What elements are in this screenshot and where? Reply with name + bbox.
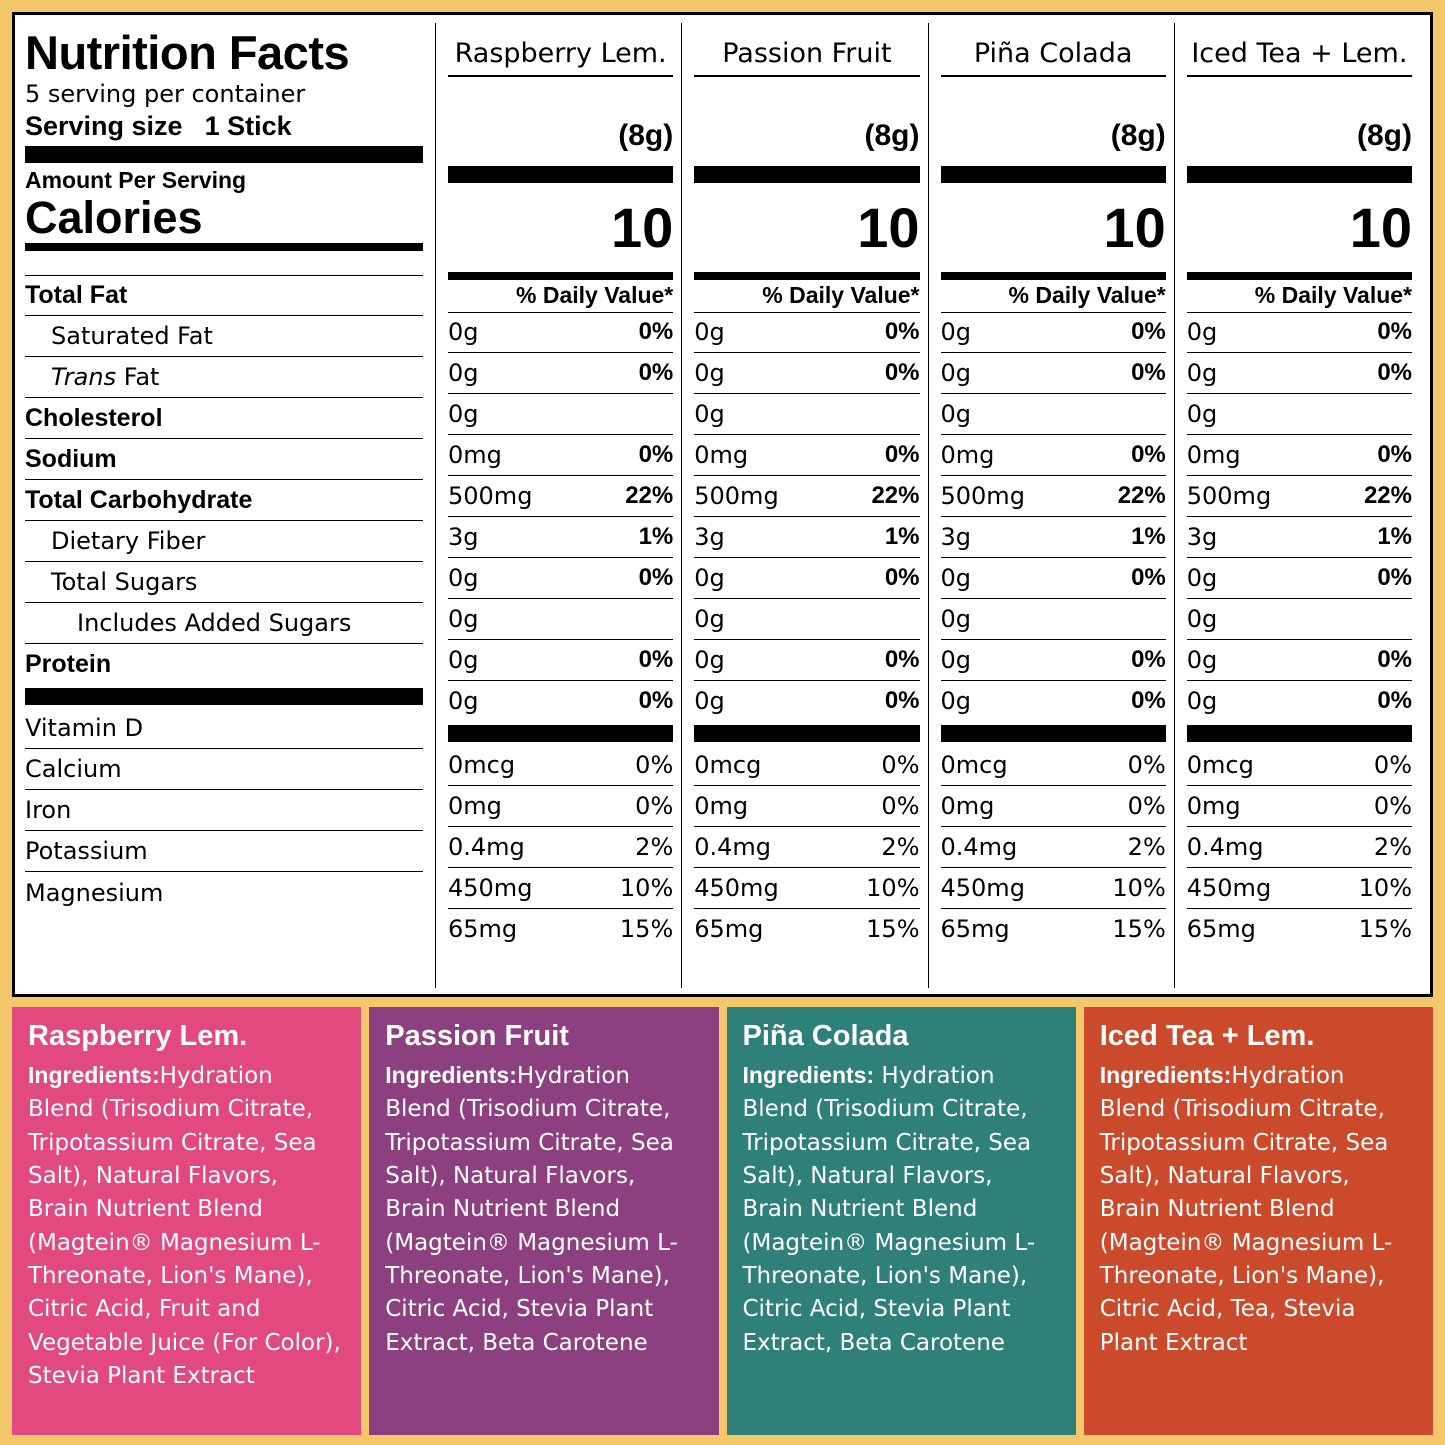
- divider-thick: [1187, 166, 1412, 183]
- nutrient-amount: 0mcg: [448, 750, 516, 779]
- nutrient-amount: 0mg: [448, 440, 502, 469]
- divider-thick-2: [1187, 725, 1412, 742]
- table-row: [941, 394, 1166, 435]
- nutrient-amount: 0mg: [940, 791, 995, 820]
- table-row: [1187, 435, 1412, 476]
- card-ingredients: [1100, 1059, 1417, 1360]
- daily-value-header: % Daily Value*: [1008, 281, 1166, 308]
- amount-per-serving-label: Amount Per Serving: [25, 166, 247, 193]
- nutrient-percent: 0%: [1373, 750, 1412, 779]
- table-row: [941, 599, 1166, 640]
- table-row: [448, 435, 673, 476]
- nutrient-percent: 1%: [884, 522, 920, 550]
- table-row: [694, 681, 919, 722]
- divider-thick-2: [25, 688, 423, 705]
- nutrient-amount: 0.4mg: [694, 832, 772, 861]
- divider-thick-2: [941, 725, 1166, 742]
- nutrient-amount: 65mg: [940, 915, 1010, 943]
- column-serving-grams: (8g): [1357, 118, 1412, 152]
- table-row: [448, 312, 673, 353]
- table-row: [448, 517, 673, 558]
- ingredients-label: Ingredients:: [742, 1061, 875, 1088]
- table-row: [25, 357, 423, 398]
- nutrient-amount: 0g: [940, 399, 972, 428]
- table-row: [941, 640, 1166, 681]
- column-serving-grams: (8g): [864, 118, 920, 152]
- table-row: [694, 476, 919, 517]
- nutrient-amount: 65mg: [448, 915, 518, 943]
- table-row: [25, 749, 423, 790]
- table-row: [448, 786, 673, 827]
- nutrient-label: Potassium: [25, 837, 148, 866]
- card-ingredients: [385, 1059, 702, 1360]
- table-row: [1187, 745, 1412, 786]
- nutrient-amount: 0g: [694, 399, 725, 428]
- nutrient-amount: 3g: [1186, 522, 1218, 551]
- nutrient-percent: 0%: [1127, 791, 1166, 820]
- nutrient-percent: 0%: [884, 440, 920, 468]
- nutrient-percent: 0%: [884, 318, 920, 345]
- nutrient-amount: 0g: [940, 687, 972, 715]
- vitamin-value-rows: [448, 745, 673, 950]
- nutrient-amount: 0g: [940, 645, 972, 674]
- nutrient-label: Saturated Fat: [51, 322, 213, 351]
- ingredients-text: Hydration Blend (Trisodium Citrate, Tripotassium Citrate, Sea Salt), Natural Flavors, Brain Nutrient Blend (Magtein® Magnesium L-Threonate, Lion's Mane), Citric Acid, Tea, Stevia Plant Extract: [1099, 1062, 1393, 1356]
- table-row: [448, 599, 673, 640]
- nutrient-amount: 3g: [694, 522, 725, 551]
- nutrient-percent: 2%: [1373, 832, 1412, 861]
- nutrient-amount: 0g: [448, 563, 479, 592]
- table-row: [694, 312, 919, 353]
- table-row: [694, 558, 919, 599]
- nutrient-amount: 0g: [1186, 358, 1218, 387]
- nutrient-label-rows: [25, 275, 423, 685]
- table-row: [25, 562, 423, 603]
- nutrient-percent: 2%: [881, 832, 920, 861]
- nutrient-percent: 0%: [1131, 358, 1166, 386]
- nutrient-amount: 0g: [448, 687, 479, 715]
- nutrient-label: Vitamin D: [25, 714, 144, 743]
- nutrient-amount: 0mg: [694, 791, 749, 820]
- table-row: [941, 353, 1166, 394]
- column-flavor-name: Iced Tea + Lem.: [1191, 38, 1408, 69]
- nutrient-amount: 0mg: [940, 440, 995, 469]
- column-serving-grams: (8g): [618, 118, 674, 152]
- nutrient-amount: 0g: [940, 604, 972, 633]
- nutrient-label: Protein: [25, 650, 112, 679]
- nutrient-amount: 0g: [694, 318, 725, 346]
- column-calories-value: 10: [1349, 195, 1412, 259]
- table-row: [1187, 681, 1412, 722]
- ingredient-card-pina-colada: [727, 1007, 1076, 1435]
- table-row: [448, 681, 673, 722]
- nutrient-label: Includes Added Sugars: [77, 609, 352, 638]
- flavor-column-iced-tea-lem: [1174, 23, 1420, 988]
- vitamin-value-rows: [1187, 745, 1412, 950]
- table-row: [25, 316, 423, 357]
- vitamin-label-rows: [25, 708, 423, 913]
- nutrient-percent: 15%: [1112, 915, 1166, 943]
- table-row: [941, 868, 1166, 909]
- nutrient-percent: 0%: [635, 791, 674, 820]
- nutrient-percent: 22%: [1117, 481, 1166, 509]
- table-row: [448, 353, 673, 394]
- page-title: Nutrition Facts: [25, 26, 350, 79]
- nutrient-amount: 0g: [694, 604, 725, 633]
- nutrient-amount: 0g: [448, 604, 479, 633]
- table-row: [694, 517, 919, 558]
- table-row: [448, 745, 673, 786]
- nutrient-percent: 2%: [635, 832, 674, 861]
- nutrient-label: Total Sugars: [51, 568, 198, 597]
- nutrient-amount: 450mg: [1186, 873, 1272, 902]
- nutrient-label: Sodium: [25, 444, 117, 473]
- table-row: [1187, 827, 1412, 868]
- flavor-column-pina-colada: [928, 23, 1174, 988]
- nutrient-amount: 450mg: [940, 873, 1025, 902]
- divider-thick-2: [448, 725, 673, 742]
- nutrient-amount: 0g: [694, 645, 725, 674]
- nutrient-amount: 0g: [1186, 399, 1218, 428]
- table-row: [941, 435, 1166, 476]
- table-row: [1187, 640, 1412, 681]
- serving-size-row: [25, 111, 423, 142]
- nutrient-percent: 0%: [1377, 440, 1412, 468]
- table-row: [694, 394, 919, 435]
- nutrient-percent: 0%: [884, 358, 920, 386]
- nutrient-percent: 0%: [881, 791, 920, 820]
- nutrient-amount: 0.4mg: [448, 832, 525, 861]
- table-row: [1187, 476, 1412, 517]
- nutrient-amount: 0g: [940, 318, 972, 346]
- nutrient-amount: 0g: [1186, 604, 1218, 633]
- ingredients-label: Ingredients:: [385, 1061, 517, 1088]
- column-flavor-name: Raspberry Lem.: [454, 38, 667, 69]
- nutrient-label: Trans Fat: [51, 363, 160, 392]
- nutrient-amount: 0mcg: [694, 750, 762, 779]
- nutrient-amount: 0.4mg: [1186, 832, 1264, 861]
- nutrient-amount: 0g: [694, 563, 725, 592]
- nutrient-percent: 0%: [638, 687, 674, 714]
- nutrient-percent: 0%: [635, 750, 674, 779]
- table-row: [941, 786, 1166, 827]
- nutrient-percent: 0%: [638, 440, 674, 468]
- nutrient-percent: 10%: [1112, 873, 1166, 902]
- daily-value-header: % Daily Value*: [516, 281, 674, 308]
- ingredients-text: Hydration Blend (Trisodium Citrate, Tripotassium Citrate, Sea Salt), Natural Flavors, Brain Nutrient Blend (Magtein® Magnesium L-Threonate, Lion's Mane), Citric Acid, Stevia Plant Extract, Beta Carotene: [742, 1062, 1036, 1356]
- table-row: [25, 644, 423, 685]
- nutrient-percent: 0%: [884, 687, 920, 714]
- nutrition-label-column: [25, 23, 435, 988]
- nutrient-amount: 0g: [1186, 687, 1218, 715]
- column-flavor-name: Passion Fruit: [722, 38, 892, 69]
- table-row: [25, 831, 423, 872]
- table-row: [941, 517, 1166, 558]
- nutrient-label: Total Carbohydrate: [25, 485, 253, 514]
- nutrient-amount: 0mg: [448, 791, 502, 820]
- card-ingredients: [28, 1059, 345, 1393]
- nutrient-percent: 0%: [1377, 318, 1412, 345]
- nutrient-amount: 500mg: [694, 481, 779, 510]
- vitamin-value-rows: [941, 745, 1166, 950]
- nutrient-amount: 0g: [448, 358, 479, 387]
- card-ingredients: [743, 1059, 1060, 1360]
- table-row: [448, 394, 673, 435]
- nutrient-amount: 0g: [1186, 318, 1218, 346]
- table-row: [941, 476, 1166, 517]
- nutrient-percent: 22%: [625, 481, 674, 509]
- nutrient-percent: 0%: [884, 645, 920, 673]
- ingredients-label: Ingredients:: [1099, 1061, 1232, 1088]
- table-row: [448, 868, 673, 909]
- nutrient-percent: 0%: [1377, 563, 1412, 591]
- table-row: [694, 435, 919, 476]
- table-row: [941, 745, 1166, 786]
- nutrient-percent: 1%: [1131, 522, 1166, 550]
- table-row: [25, 398, 423, 439]
- nutrient-percent: 22%: [871, 481, 920, 509]
- nutrient-amount: 450mg: [694, 873, 779, 902]
- table-row: [1187, 599, 1412, 640]
- table-row: [694, 745, 919, 786]
- table-row: [448, 827, 673, 868]
- table-row: [694, 827, 919, 868]
- divider-medium: [448, 272, 673, 280]
- nutrient-label: Magnesium: [25, 878, 164, 907]
- nutrient-amount: 0g: [448, 645, 479, 674]
- column-calories-value: 10: [610, 195, 674, 259]
- nutrient-label: Calcium: [25, 755, 122, 784]
- nutrient-amount: 450mg: [448, 873, 533, 902]
- nutrient-percent: 22%: [1363, 481, 1412, 509]
- nutrient-label: Dietary Fiber: [51, 527, 206, 556]
- nutrient-percent: 0%: [1131, 687, 1166, 714]
- table-row: [694, 353, 919, 394]
- nutrient-percent: 15%: [619, 915, 674, 943]
- nutrient-amount: 500mg: [448, 481, 533, 510]
- nutrient-amount: 0mcg: [940, 750, 1008, 779]
- table-row: [1187, 868, 1412, 909]
- nutrient-percent: 0%: [884, 563, 920, 591]
- table-row: [694, 640, 919, 681]
- nutrient-amount: 0g: [940, 563, 972, 592]
- nutrient-amount: 0g: [694, 687, 725, 715]
- table-row: [694, 786, 919, 827]
- nutrient-percent: 10%: [1358, 873, 1412, 902]
- nutrient-value-rows: [1187, 312, 1412, 722]
- nutrient-amount: 0g: [940, 358, 972, 387]
- column-calories-value: 10: [1103, 195, 1166, 259]
- serving-size-value: 1 Stick: [204, 110, 292, 141]
- nutrient-percent: 0%: [1373, 791, 1412, 820]
- vitamin-value-rows: [694, 745, 919, 950]
- table-row: [448, 558, 673, 599]
- nutrient-amount: 3g: [940, 522, 972, 551]
- table-row: [694, 599, 919, 640]
- nutrient-percent: 0%: [881, 750, 920, 779]
- divider-medium: [1187, 272, 1412, 280]
- nutrient-amount: 0g: [448, 318, 479, 346]
- nutrient-percent: 0%: [638, 318, 674, 345]
- table-row: [1187, 394, 1412, 435]
- ingredients-text: Hydration Blend (Trisodium Citrate, Tripotassium Citrate, Sea Salt), Natural Flavors, Brain Nutrient Blend (Magtein® Magnesium L-Threonate, Lion's Mane), Citric Acid, Fruit and Vegetable Juice (For Color), Stevia Plant Extract: [28, 1062, 341, 1389]
- table-row: [1187, 558, 1412, 599]
- nutrient-amount: 0g: [448, 399, 479, 428]
- nutrient-amount: 65mg: [1186, 915, 1256, 943]
- divider-thick: [448, 166, 673, 183]
- nutrient-percent: 0%: [638, 358, 674, 386]
- divider-thick: [694, 166, 919, 183]
- table-row: [1187, 786, 1412, 827]
- table-row: [25, 275, 423, 316]
- nutrient-percent: 10%: [619, 873, 674, 902]
- card-title: Iced Tea + Lem.: [1099, 1020, 1315, 1052]
- nutrient-percent: 15%: [866, 915, 920, 943]
- table-row: [941, 909, 1166, 950]
- card-title: Piña Colada: [742, 1020, 909, 1052]
- nutrient-value-rows: [941, 312, 1166, 722]
- divider-thick: [941, 166, 1166, 183]
- nutrient-percent: 0%: [1127, 750, 1166, 779]
- table-row: [25, 603, 423, 644]
- nutrient-value-rows: [694, 312, 919, 722]
- nutrient-amount: 0g: [694, 358, 725, 387]
- table-row: [694, 868, 919, 909]
- nutrient-percent: 10%: [866, 873, 920, 902]
- nutrient-amount: 65mg: [694, 915, 764, 943]
- ingredient-card-passion-fruit: [369, 1007, 718, 1435]
- divider-thick: [25, 146, 423, 163]
- nutrient-amount: 0mcg: [1186, 750, 1254, 779]
- nutrient-percent: 0%: [638, 645, 674, 673]
- nutrient-percent: 0%: [638, 563, 674, 591]
- nutrient-percent: 0%: [1377, 358, 1412, 386]
- table-row: [25, 439, 423, 480]
- divider-medium: [694, 272, 919, 280]
- flavor-column-passion-fruit: [681, 23, 927, 988]
- ingredient-card-iced-tea-lem: [1084, 1007, 1433, 1435]
- nutrient-amount: 0mg: [694, 440, 749, 469]
- nutrient-amount: 0mg: [1186, 791, 1241, 820]
- table-row: [941, 827, 1166, 868]
- table-row: [941, 312, 1166, 353]
- nutrient-percent: 0%: [1131, 318, 1166, 345]
- nutrient-value-rows: [448, 312, 673, 722]
- nutrient-percent: 0%: [1377, 645, 1412, 673]
- card-title: Raspberry Lem.: [28, 1020, 248, 1052]
- table-row: [448, 476, 673, 517]
- table-row: [448, 640, 673, 681]
- nutrient-amount: 500mg: [1186, 481, 1272, 510]
- nutrient-amount: 500mg: [940, 481, 1025, 510]
- nutrient-percent: 0%: [1131, 645, 1166, 673]
- table-row: [694, 909, 919, 950]
- nutrient-percent: 15%: [1358, 915, 1412, 943]
- daily-value-header: % Daily Value*: [1254, 281, 1412, 308]
- table-row: [941, 558, 1166, 599]
- table-row: [1187, 353, 1412, 394]
- nutrient-label: Iron: [25, 796, 72, 825]
- divider-medium: [25, 243, 423, 251]
- column-flavor-name: Piña Colada: [973, 38, 1133, 69]
- flavor-column-raspberry-lem: [435, 23, 681, 988]
- divider-medium: [941, 272, 1166, 280]
- nutrient-label: Total Fat: [25, 281, 128, 310]
- column-serving-grams: (8g): [1110, 118, 1166, 152]
- table-row: [1187, 312, 1412, 353]
- nutrient-amount: 0g: [1186, 645, 1218, 674]
- card-title: Passion Fruit: [385, 1020, 569, 1052]
- table-row: [1187, 517, 1412, 558]
- ingredients-text: Hydration Blend (Trisodium Citrate, Tripotassium Citrate, Sea Salt), Natural Flavors, Brain Nutrient Blend (Magtein® Magnesium L-Threonate, Lion's Mane), Citric Acid, Stevia Plant Extract, Beta Carotene: [385, 1062, 678, 1356]
- nutrient-amount: 0.4mg: [940, 832, 1018, 861]
- nutrient-percent: 2%: [1127, 832, 1166, 861]
- divider-thick-2: [694, 725, 919, 742]
- column-calories-value: 10: [857, 195, 920, 259]
- nutrition-facts-panel: [12, 12, 1433, 997]
- nutrient-percent: 0%: [1131, 563, 1166, 591]
- serving-size-label: Serving size: [25, 110, 183, 141]
- calories-label: Calories: [25, 191, 203, 243]
- nutrient-amount: 0mg: [1186, 440, 1241, 469]
- table-row: [448, 909, 673, 950]
- servings-per-container: 5 serving per container: [25, 80, 306, 108]
- table-row: [25, 790, 423, 831]
- table-row: [941, 681, 1166, 722]
- nutrient-percent: 0%: [1131, 440, 1166, 468]
- table-row: [25, 480, 423, 521]
- ingredient-cards: [12, 1007, 1433, 1435]
- nutrient-percent: 1%: [638, 522, 674, 550]
- table-row: [25, 521, 423, 562]
- daily-value-header: % Daily Value*: [762, 281, 920, 308]
- nutrient-amount: 0g: [1186, 563, 1218, 592]
- nutrient-label: Cholesterol: [25, 403, 163, 432]
- table-row: [1187, 909, 1412, 950]
- table-row: [25, 708, 423, 749]
- nutrient-percent: 1%: [1377, 522, 1412, 550]
- nutrient-amount: 3g: [448, 522, 479, 551]
- ingredient-card-raspberry-lem: [12, 1007, 361, 1435]
- ingredients-label: Ingredients:: [28, 1061, 160, 1088]
- nutrient-percent: 0%: [1377, 687, 1412, 714]
- table-row: [25, 872, 423, 913]
